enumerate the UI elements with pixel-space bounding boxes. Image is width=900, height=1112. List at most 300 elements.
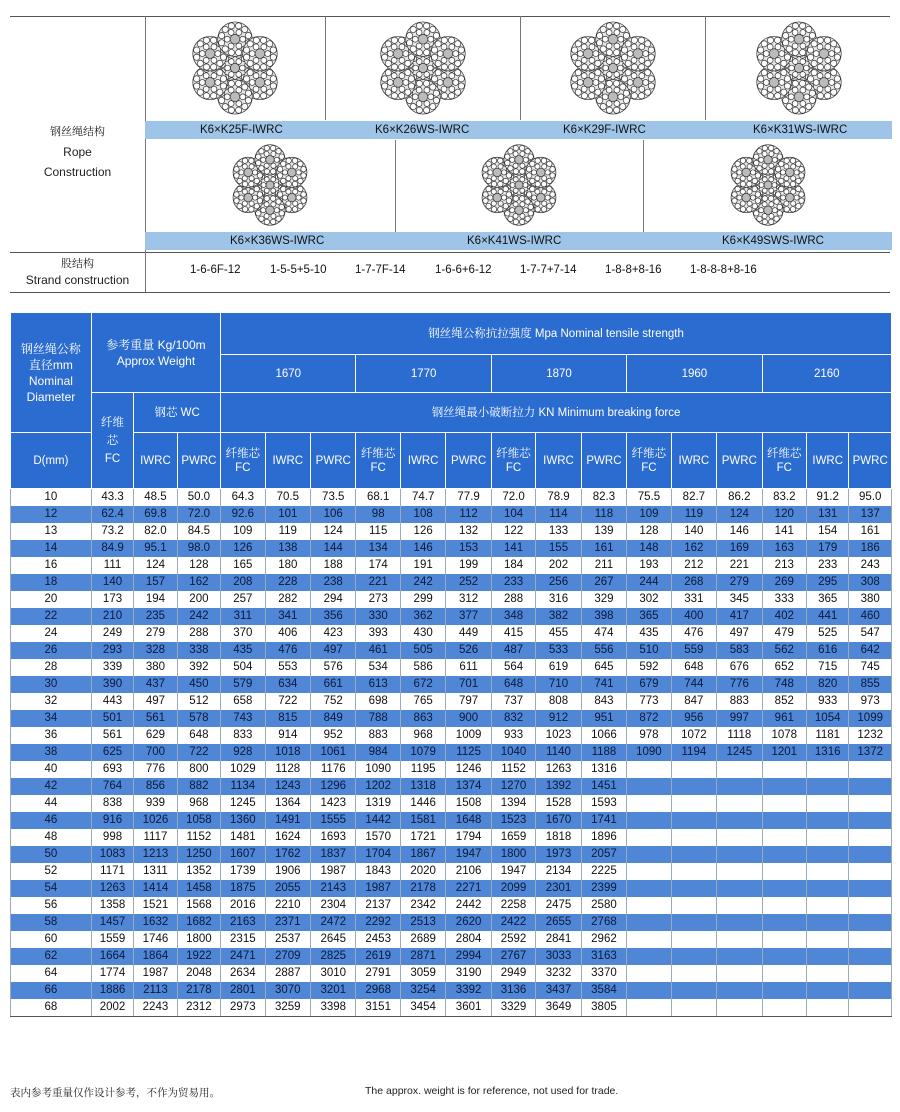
value-cell <box>849 931 892 948</box>
table-row <box>11 863 892 880</box>
value-cell <box>627 965 671 982</box>
value-cell: 228 <box>265 574 310 591</box>
value-cell: 186 <box>849 540 892 557</box>
value-cell <box>627 829 671 846</box>
value-cell <box>807 761 849 778</box>
value-cell: 212 <box>671 557 716 574</box>
value-cell: 1491 <box>265 812 310 829</box>
value-cell: 693 <box>91 761 133 778</box>
value-cell: 576 <box>311 659 356 676</box>
value-cell: 978 <box>627 727 671 744</box>
value-cell: 800 <box>177 761 220 778</box>
value-cell: 616 <box>807 642 849 659</box>
value-cell: 98 <box>356 506 400 523</box>
value-cell <box>762 812 806 829</box>
value-cell: 282 <box>265 591 310 608</box>
value-cell: 998 <box>91 829 133 846</box>
value-cell: 112 <box>446 506 491 523</box>
value-cell: 1987 <box>356 880 400 897</box>
value-cell: 1246 <box>446 761 491 778</box>
value-cell: 243 <box>849 557 892 574</box>
value-cell: 242 <box>400 574 445 591</box>
value-cell: 968 <box>177 795 220 812</box>
grade-header: 2160 <box>762 355 891 393</box>
iwrc-header: IWRC <box>265 433 310 489</box>
table-row <box>11 676 892 693</box>
grade-header: 1870 <box>491 355 626 393</box>
value-cell: 497 <box>134 693 177 710</box>
value-cell <box>807 846 849 863</box>
value-cell: 162 <box>671 540 716 557</box>
value-cell: 194 <box>134 591 177 608</box>
value-cell: 2709 <box>265 948 310 965</box>
value-cell: 676 <box>717 659 762 676</box>
value-cell: 737 <box>491 693 535 710</box>
value-cell: 106 <box>311 506 356 523</box>
value-cell <box>762 880 806 897</box>
rope-type-label: K6×K36WS-IWRC <box>230 235 325 247</box>
value-cell: 2134 <box>536 863 581 880</box>
value-cell: 133 <box>536 523 581 540</box>
value-cell <box>807 795 849 812</box>
value-cell: 1682 <box>177 914 220 931</box>
value-cell <box>671 761 716 778</box>
value-cell: 295 <box>807 574 849 591</box>
value-cell: 2342 <box>400 897 445 914</box>
value-cell: 2243 <box>134 999 177 1017</box>
value-cell: 698 <box>356 693 400 710</box>
pwrc-header: PWRC <box>177 433 220 489</box>
value-cell: 2178 <box>400 880 445 897</box>
value-cell: 2973 <box>221 999 265 1017</box>
diameter-cell: 10 <box>11 489 92 507</box>
value-cell: 1570 <box>356 829 400 846</box>
value-cell: 118 <box>581 506 626 523</box>
value-cell: 2801 <box>221 982 265 999</box>
strand-value: 1-6-6F-12 <box>190 264 241 276</box>
value-cell: 124 <box>717 506 762 523</box>
value-cell: 700 <box>134 744 177 761</box>
value-cell: 1867 <box>400 846 445 863</box>
diameter-cell: 68 <box>11 999 92 1017</box>
value-cell: 50.0 <box>177 489 220 507</box>
diameter-cell: 62 <box>11 948 92 965</box>
value-cell: 268 <box>671 574 716 591</box>
value-cell: 815 <box>265 710 310 727</box>
value-cell: 715 <box>807 659 849 676</box>
value-cell: 1593 <box>581 795 626 812</box>
value-cell: 916 <box>91 812 133 829</box>
value-cell: 765 <box>400 693 445 710</box>
value-cell: 331 <box>671 591 716 608</box>
value-cell: 311 <box>221 608 265 625</box>
value-cell <box>627 795 671 812</box>
diameter-cell: 56 <box>11 897 92 914</box>
value-cell: 2968 <box>356 982 400 999</box>
value-cell: 235 <box>134 608 177 625</box>
value-cell: 435 <box>627 625 671 642</box>
value-cell: 1624 <box>265 829 310 846</box>
value-cell: 847 <box>671 693 716 710</box>
pwrc-header: PWRC <box>581 433 626 489</box>
rope-label-band-1 <box>145 121 892 139</box>
value-cell: 1072 <box>671 727 716 744</box>
value-cell: 1090 <box>627 744 671 761</box>
value-cell: 273 <box>356 591 400 608</box>
divider <box>705 16 706 120</box>
value-cell: 3190 <box>446 965 491 982</box>
value-cell <box>671 795 716 812</box>
value-cell: 2580 <box>581 897 626 914</box>
value-cell: 748 <box>762 676 806 693</box>
value-cell: 210 <box>91 608 133 625</box>
value-cell: 863 <box>400 710 445 727</box>
rope-section-k26ws <box>325 16 520 120</box>
value-cell: 1762 <box>265 846 310 863</box>
value-cell: 2513 <box>400 914 445 931</box>
value-cell: 390 <box>91 676 133 693</box>
value-cell: 2475 <box>536 897 581 914</box>
weight-header: 参考重量 Kg/100m Approx Weight <box>91 313 220 393</box>
value-cell: 119 <box>671 506 716 523</box>
value-cell: 443 <box>91 693 133 710</box>
value-cell: 856 <box>134 778 177 795</box>
value-cell <box>849 846 892 863</box>
value-cell <box>671 914 716 931</box>
grade-header: 1960 <box>627 355 762 393</box>
value-cell: 838 <box>91 795 133 812</box>
value-cell: 173 <box>91 591 133 608</box>
value-cell: 180 <box>265 557 310 574</box>
value-cell: 146 <box>717 523 762 540</box>
value-cell: 586 <box>400 659 445 676</box>
value-cell: 2949 <box>491 965 535 982</box>
value-cell: 752 <box>311 693 356 710</box>
value-cell: 1118 <box>717 727 762 744</box>
value-cell: 77.9 <box>446 489 491 507</box>
value-cell <box>849 778 892 795</box>
value-cell: 561 <box>134 710 177 727</box>
value-cell: 562 <box>762 642 806 659</box>
value-cell <box>807 778 849 795</box>
value-cell <box>849 982 892 999</box>
diameter-cell: 40 <box>11 761 92 778</box>
value-cell <box>717 965 762 982</box>
value-cell: 1886 <box>91 982 133 999</box>
value-cell <box>849 897 892 914</box>
diameter-cell: 64 <box>11 965 92 982</box>
value-cell: 883 <box>717 693 762 710</box>
rope-section-k36ws <box>145 140 395 230</box>
value-cell: 48.5 <box>134 489 177 507</box>
value-cell: 1973 <box>536 846 581 863</box>
divider <box>325 16 326 120</box>
value-cell: 722 <box>265 693 310 710</box>
value-cell <box>717 829 762 846</box>
value-cell: 1896 <box>581 829 626 846</box>
diameter-cell: 22 <box>11 608 92 625</box>
value-cell <box>717 982 762 999</box>
value-cell: 423 <box>311 625 356 642</box>
value-cell: 202 <box>536 557 581 574</box>
value-cell: 74.7 <box>400 489 445 507</box>
value-cell <box>717 999 762 1017</box>
value-cell: 2210 <box>265 897 310 914</box>
value-cell: 269 <box>762 574 806 591</box>
value-cell: 124 <box>134 557 177 574</box>
divider <box>10 292 890 293</box>
value-cell: 2113 <box>134 982 177 999</box>
value-cell: 435 <box>221 642 265 659</box>
diameter-cell: 16 <box>11 557 92 574</box>
value-cell: 69.8 <box>134 506 177 523</box>
rope-section-k49sws <box>643 140 892 230</box>
value-cell: 1800 <box>177 931 220 948</box>
value-cell: 611 <box>446 659 491 676</box>
value-cell: 1555 <box>311 812 356 829</box>
value-cell: 91.2 <box>807 489 849 507</box>
value-cell: 137 <box>849 506 892 523</box>
value-cell: 73.5 <box>311 489 356 507</box>
value-cell: 430 <box>400 625 445 642</box>
value-cell: 1364 <box>265 795 310 812</box>
value-cell <box>627 863 671 880</box>
value-cell: 1721 <box>400 829 445 846</box>
value-cell: 497 <box>311 642 356 659</box>
value-cell: 114 <box>536 506 581 523</box>
value-cell: 476 <box>265 642 310 659</box>
diameter-cell: 12 <box>11 506 92 523</box>
value-cell: 2225 <box>581 863 626 880</box>
value-cell: 1987 <box>134 965 177 982</box>
value-cell: 882 <box>177 778 220 795</box>
value-cell: 455 <box>536 625 581 642</box>
value-cell: 1818 <box>536 829 581 846</box>
value-cell: 62.4 <box>91 506 133 523</box>
value-cell <box>849 812 892 829</box>
value-cell: 257 <box>221 591 265 608</box>
value-cell: 75.5 <box>627 489 671 507</box>
diameter-cell: 30 <box>11 676 92 693</box>
value-cell: 1311 <box>134 863 177 880</box>
iwrc-header: IWRC <box>671 433 716 489</box>
pwrc-header: PWRC <box>311 433 356 489</box>
value-cell: 3070 <box>265 982 310 999</box>
value-cell: 299 <box>400 591 445 608</box>
value-cell <box>627 846 671 863</box>
value-cell: 144 <box>311 540 356 557</box>
value-cell: 184 <box>491 557 535 574</box>
value-cell: 2442 <box>446 897 491 914</box>
rope-label-zh: 钢丝绳结构 <box>50 126 105 138</box>
value-cell: 968 <box>400 727 445 744</box>
value-cell: 1026 <box>134 812 177 829</box>
value-cell: 1213 <box>134 846 177 863</box>
value-cell: 2453 <box>356 931 400 948</box>
value-cell: 1296 <box>311 778 356 795</box>
value-cell <box>671 931 716 948</box>
value-cell: 648 <box>671 659 716 676</box>
rope-section-k29f <box>520 16 705 120</box>
strand-construction-row <box>145 258 845 284</box>
value-cell: 95.1 <box>134 540 177 557</box>
table-row <box>11 846 892 863</box>
value-cell: 2825 <box>311 948 356 965</box>
value-cell: 764 <box>91 778 133 795</box>
value-cell: 1774 <box>91 965 133 982</box>
value-cell: 460 <box>849 608 892 625</box>
value-cell: 83.2 <box>762 489 806 507</box>
value-cell <box>717 948 762 965</box>
value-cell: 741 <box>581 676 626 693</box>
value-cell: 43.3 <box>91 489 133 507</box>
value-cell: 776 <box>717 676 762 693</box>
value-cell <box>849 999 892 1017</box>
rope-type-label: K6×K25F-IWRC <box>200 124 283 136</box>
value-cell: 233 <box>491 574 535 591</box>
value-cell: 1906 <box>265 863 310 880</box>
value-cell <box>627 982 671 999</box>
value-cell: 92.6 <box>221 506 265 523</box>
rope-section-k41ws <box>395 140 643 230</box>
strand-value: 1-6-6+6-12 <box>435 264 492 276</box>
value-cell: 474 <box>581 625 626 642</box>
value-cell: 534 <box>356 659 400 676</box>
value-cell: 162 <box>177 574 220 591</box>
value-cell: 120 <box>762 506 806 523</box>
value-cell: 84.9 <box>91 540 133 557</box>
value-cell <box>627 999 671 1017</box>
value-cell: 832 <box>491 710 535 727</box>
value-cell: 3232 <box>536 965 581 982</box>
value-cell: 82.3 <box>581 489 626 507</box>
value-cell: 348 <box>491 608 535 625</box>
value-cell: 933 <box>491 727 535 744</box>
divider <box>520 16 521 120</box>
table-row <box>11 999 892 1017</box>
value-cell: 745 <box>849 659 892 676</box>
value-cell: 504 <box>221 659 265 676</box>
iwrc-header: IWRC <box>400 433 445 489</box>
value-cell: 883 <box>356 727 400 744</box>
value-cell <box>627 761 671 778</box>
value-cell: 1194 <box>671 744 716 761</box>
value-cell: 294 <box>311 591 356 608</box>
value-cell: 648 <box>491 676 535 693</box>
table-row <box>11 574 892 591</box>
diameter-cell: 60 <box>11 931 92 948</box>
value-cell: 441 <box>807 608 849 625</box>
grade-header: 1770 <box>356 355 491 393</box>
value-cell <box>717 761 762 778</box>
value-cell: 154 <box>807 523 849 540</box>
value-cell: 526 <box>446 642 491 659</box>
value-cell: 398 <box>581 608 626 625</box>
value-cell: 1270 <box>491 778 535 795</box>
value-cell: 2422 <box>491 914 535 931</box>
value-cell: 1352 <box>177 863 220 880</box>
value-cell: 132 <box>446 523 491 540</box>
value-cell: 393 <box>356 625 400 642</box>
value-cell: 109 <box>221 523 265 540</box>
value-cell: 3254 <box>400 982 445 999</box>
value-cell: 73.2 <box>91 523 133 540</box>
value-cell: 634 <box>265 676 310 693</box>
value-cell: 111 <box>91 557 133 574</box>
value-cell: 1202 <box>356 778 400 795</box>
value-cell <box>762 982 806 999</box>
diameter-cell: 50 <box>11 846 92 863</box>
value-cell: 2689 <box>400 931 445 948</box>
value-cell: 642 <box>849 642 892 659</box>
value-cell: 833 <box>221 727 265 744</box>
value-cell: 104 <box>491 506 535 523</box>
value-cell: 1837 <box>311 846 356 863</box>
value-cell: 843 <box>581 693 626 710</box>
value-cell: 72.0 <box>491 489 535 507</box>
value-cell: 345 <box>717 591 762 608</box>
iwrc-header: IWRC <box>536 433 581 489</box>
value-cell: 1128 <box>265 761 310 778</box>
value-cell <box>717 897 762 914</box>
value-cell: 2163 <box>221 914 265 931</box>
value-cell: 191 <box>400 557 445 574</box>
value-cell: 820 <box>807 676 849 693</box>
table-row <box>11 540 892 557</box>
value-cell: 161 <box>581 540 626 557</box>
diameter-cell: 46 <box>11 812 92 829</box>
value-cell <box>671 999 716 1017</box>
value-cell: 2768 <box>581 914 626 931</box>
value-cell: 1058 <box>177 812 220 829</box>
value-cell: 1358 <box>91 897 133 914</box>
value-cell: 213 <box>762 557 806 574</box>
value-cell: 288 <box>177 625 220 642</box>
diameter-cell: 52 <box>11 863 92 880</box>
strand-value: 1-7-7+7-14 <box>520 264 577 276</box>
value-cell <box>671 846 716 863</box>
value-cell: 316 <box>536 591 581 608</box>
value-cell: 139 <box>581 523 626 540</box>
value-cell: 333 <box>762 591 806 608</box>
value-cell <box>762 965 806 982</box>
strand-value: 1-5-5+5-10 <box>270 264 327 276</box>
value-cell: 1263 <box>91 880 133 897</box>
value-cell: 126 <box>400 523 445 540</box>
value-cell: 619 <box>536 659 581 676</box>
value-cell <box>849 880 892 897</box>
value-cell <box>762 914 806 931</box>
value-cell <box>671 982 716 999</box>
value-cell <box>717 863 762 880</box>
value-cell: 68.1 <box>356 489 400 507</box>
value-cell: 3010 <box>311 965 356 982</box>
value-cell: 2258 <box>491 897 535 914</box>
table-row <box>11 523 892 540</box>
value-cell <box>671 812 716 829</box>
value-cell: 1523 <box>491 812 535 829</box>
diameter-cell: 42 <box>11 778 92 795</box>
value-cell <box>671 863 716 880</box>
value-cell: 2137 <box>356 897 400 914</box>
value-cell: 583 <box>717 642 762 659</box>
value-cell: 128 <box>627 523 671 540</box>
diameter-cell: 48 <box>11 829 92 846</box>
value-cell: 788 <box>356 710 400 727</box>
rope-cross-section-image <box>477 143 561 227</box>
value-cell <box>807 931 849 948</box>
value-cell: 392 <box>177 659 220 676</box>
